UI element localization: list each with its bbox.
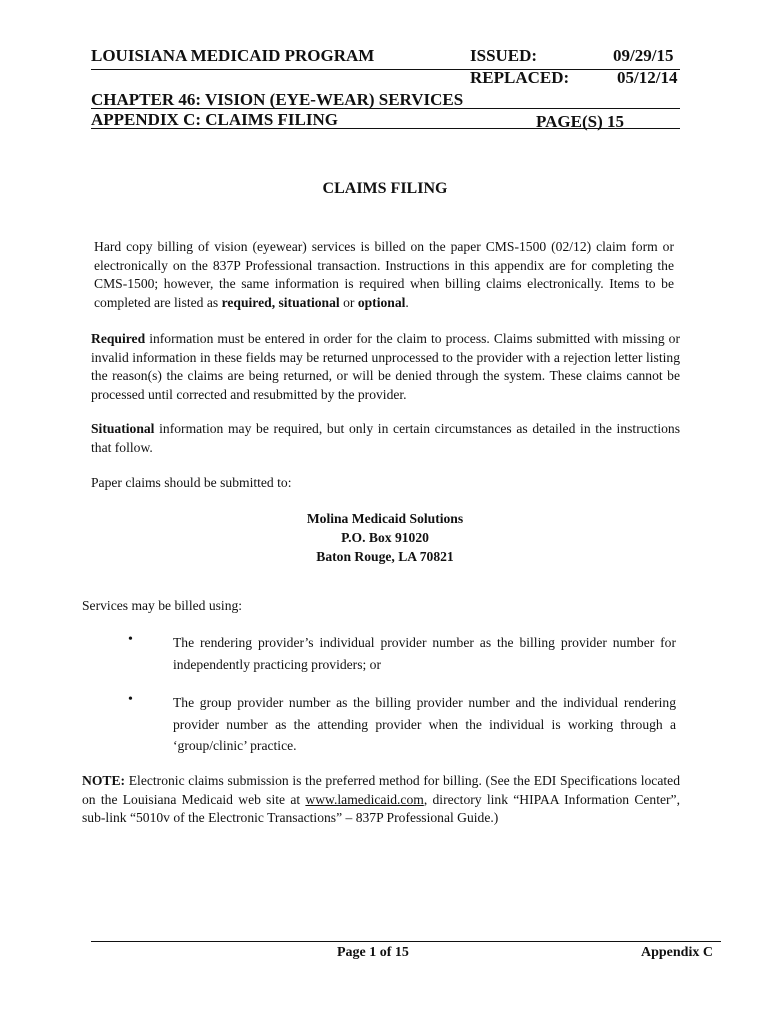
chapter-title: CHAPTER 46: VISION (EYE-WEAR) SERVICES [91,90,464,109]
intro-or: or [339,294,358,310]
note-label: NOTE: [82,773,126,788]
page-title: CLAIMS FILING [322,180,448,197]
lamedicaid-link[interactable]: www.lamedicaid.com [305,791,424,807]
replaced-date: 05/12/14 [617,68,678,87]
footer-page-number: Page 1 of 15 [337,945,409,960]
intro-end: . [405,294,409,310]
address-line-1: Molina Medicaid Solutions [306,511,464,526]
footer-appendix: Appendix C [641,945,713,960]
services-intro: Services may be billed using: [82,598,243,613]
intro-paragraph [94,238,674,312]
footer-rule [91,941,721,942]
required-paragraph [91,330,680,404]
appendix-title: APPENDIX C: CLAIMS FILING [91,110,338,129]
replaced-label: REPLACED: [470,68,570,87]
program-name: LOUISIANA MEDICAID PROGRAM [91,46,375,65]
intro-bold-optional: optional [357,294,406,310]
note-text-1: Electronic claims submission is the preferred method for billing. (See the EDI Specifications located on the Louisiana Medicaid web site at [82,773,680,807]
situational-paragraph [91,420,680,457]
issued-label: ISSUED: [470,46,538,65]
header-rule-3 [91,128,680,129]
bullet-item-1: The rendering provider’s individual provider number as the billing provider number for independently practicing providers; or [173,635,676,672]
address-line-3: Baton Rouge, LA 70821 [316,549,454,564]
bullet-item-2: The group provider number as the billing provider number and the individual rendering provider number as the attending provider when the individual is working through a ‘group/clinic’ practice. [173,695,676,753]
situational-text: information may be required, but only in certain circumstances as detailed in the instructions that follow. [91,421,680,455]
note-paragraph [82,772,680,828]
header-rule-1 [91,69,680,70]
bullet-dot-icon: • [128,692,133,707]
address-line-2: P.O. Box 91020 [341,530,429,545]
note-text-2: , directory link “HIPAA Information Center”, sub-link “5010v of the Electronic Transactions” – 837P Professional Guide.) [82,791,680,826]
required-text: information must be entered in order for the claim to process. Claims submitted with missing or invalid information in these fields may be returned unprocessed to the provider with a rejection letter listing the reason(s) the claims are being returned, or will be denied through the system. These claims cannot be processed until corrected and resubmitted by the provider. [91,331,680,402]
situational-term: Situational [91,421,155,436]
intro-text: Hard copy billing of vision (eyewear) services is billed on the paper CMS-1500 (02/12) claim form or electronically on the 837P Professional transaction. Instructions in this appendix are for completing the CMS-1500; however, the same information is required when billing claims electronically. Items to be completed are listed as [94,239,674,310]
bullet-dot-icon: • [128,632,133,647]
paper-claims-text: Paper claims should be submitted to: [91,475,292,490]
required-term: Required [91,331,146,346]
intro-bold-terms: required, situational [221,294,340,310]
page-count: PAGE(S) 15 [536,112,624,131]
issued-date: 09/29/15 [613,46,674,65]
